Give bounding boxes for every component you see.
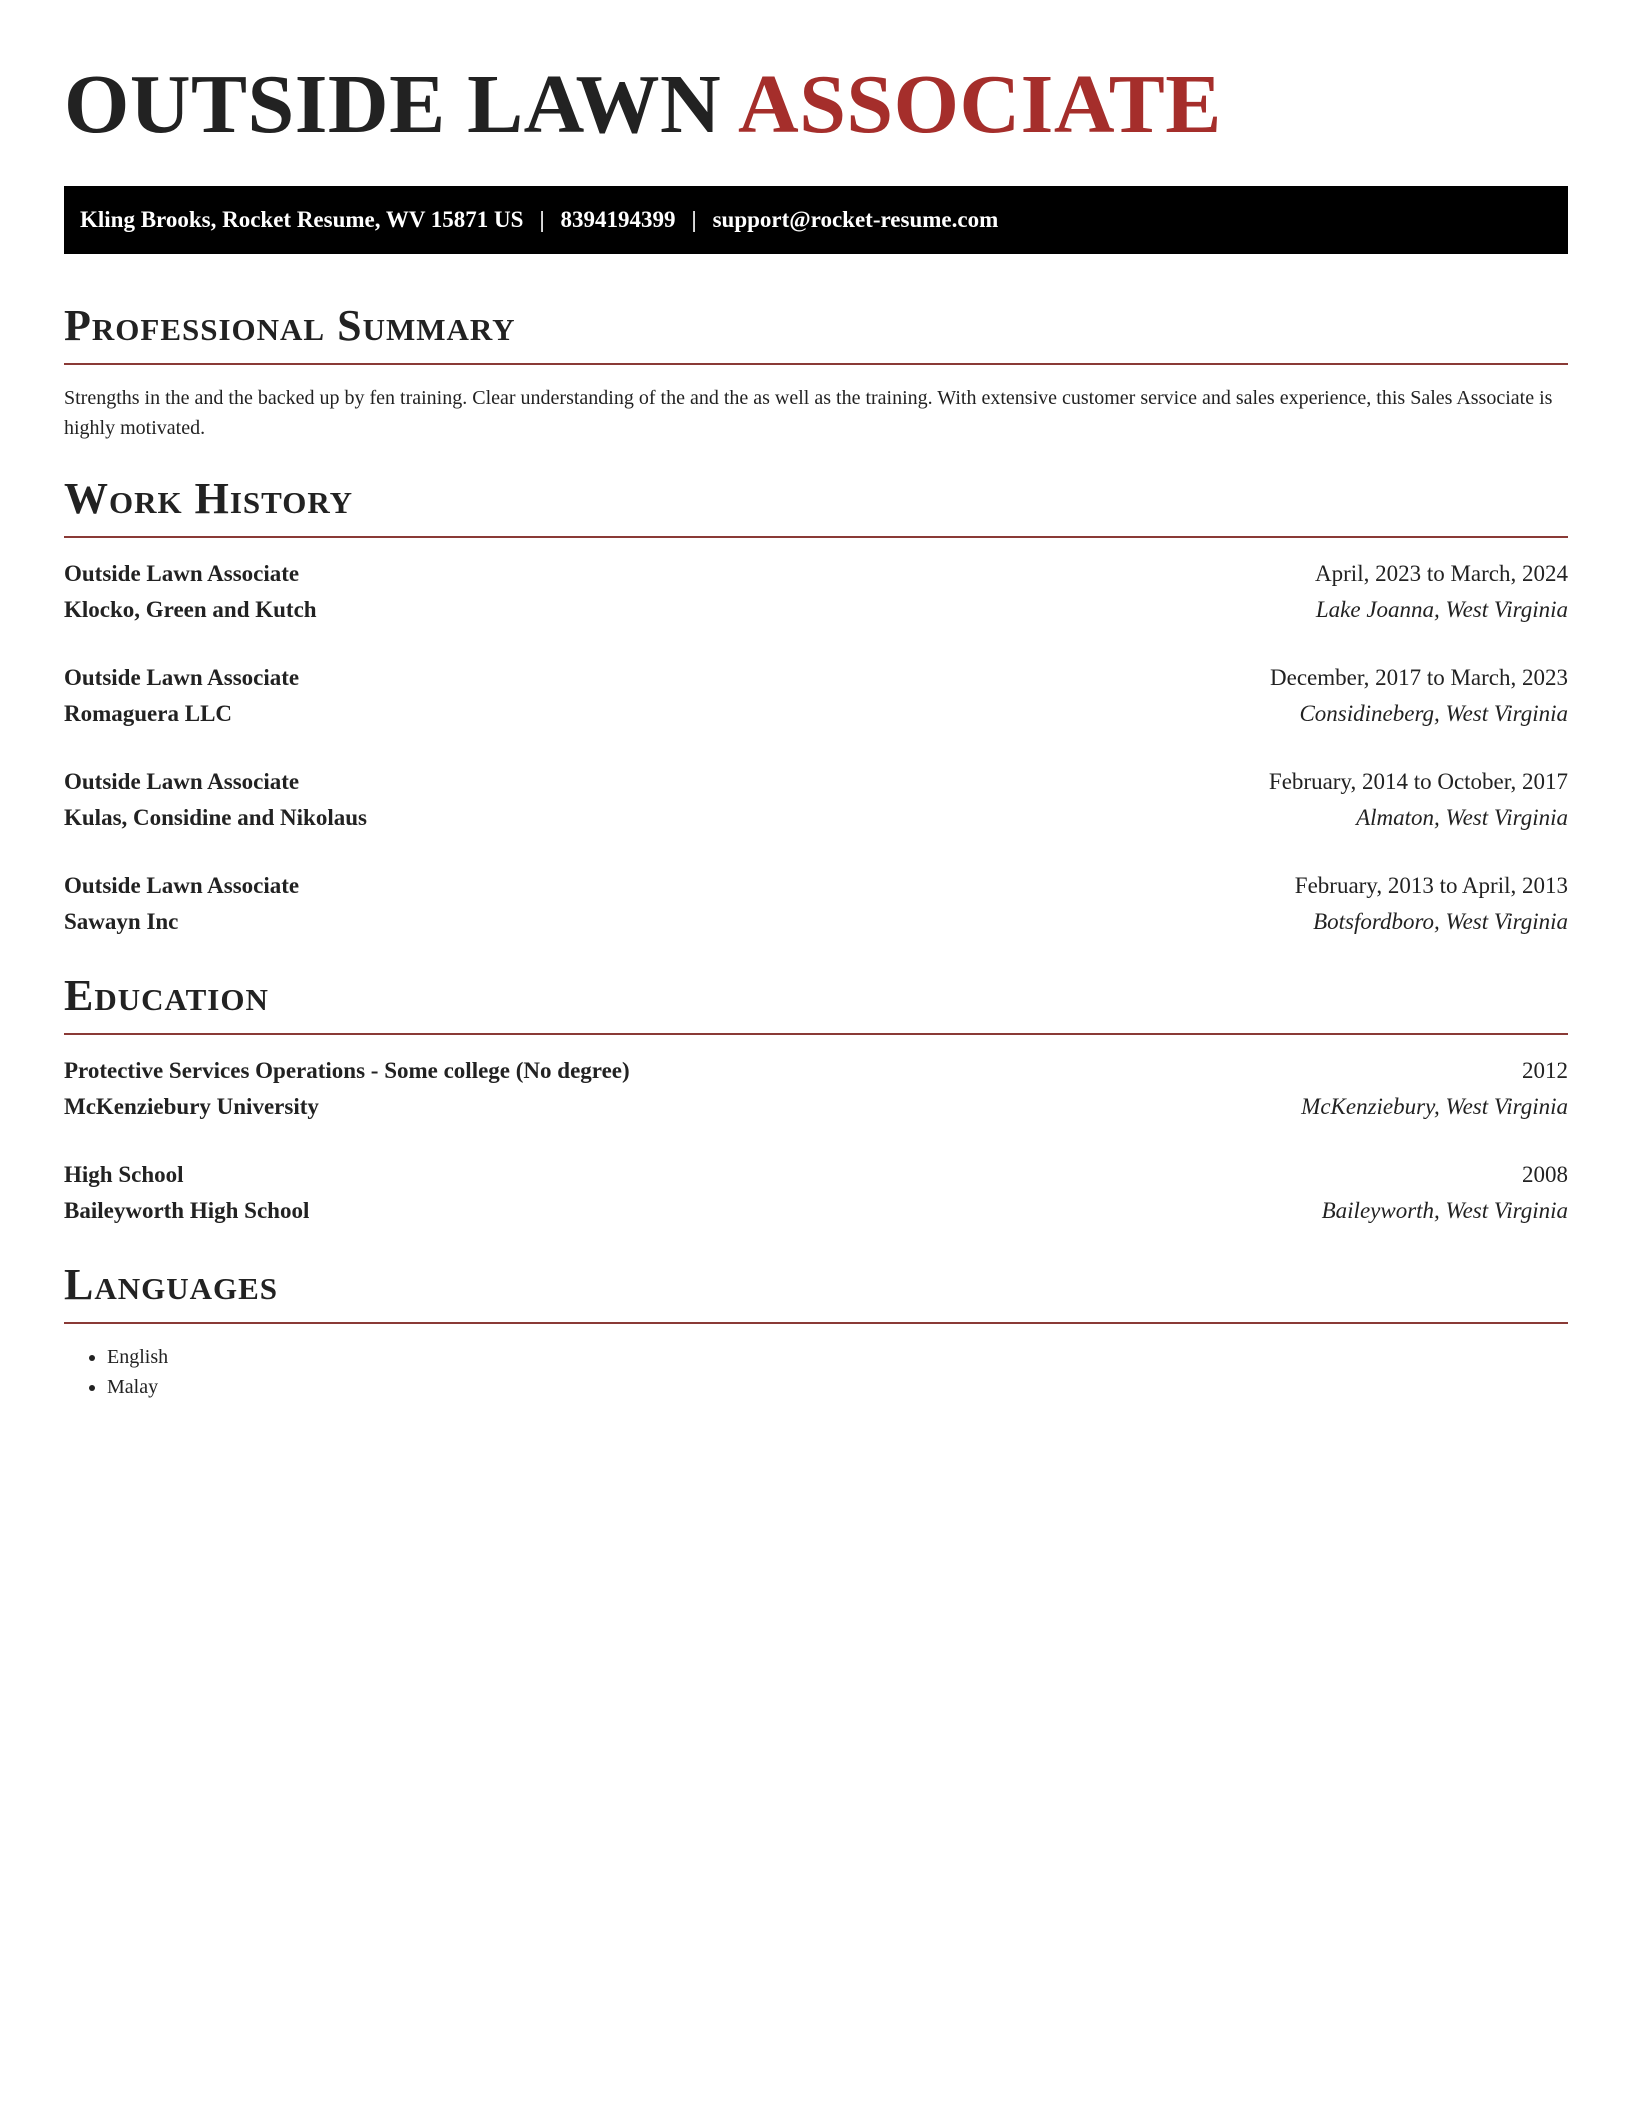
education-entry-row xyxy=(64,1089,1568,1125)
job-title: Outside Lawn Associate xyxy=(64,769,300,794)
education-location: McKenziebury, West Virginia xyxy=(1301,1094,1568,1119)
title-first: OUTSIDE LAWN xyxy=(64,58,722,151)
work-entry xyxy=(64,660,1568,732)
education-entry xyxy=(64,1053,1568,1125)
education-school: Baileyworth High School xyxy=(64,1198,310,1223)
education-degree: High School xyxy=(64,1162,184,1187)
contact-separator: | xyxy=(539,207,545,232)
education-year: 2012 xyxy=(1522,1058,1568,1083)
education-school: McKenziebury University xyxy=(64,1094,319,1119)
work-entry-row xyxy=(64,592,1568,628)
job-company: Klocko, Green and Kutch xyxy=(64,597,317,622)
education-section xyxy=(64,970,1568,1229)
section-divider xyxy=(64,1033,1568,1035)
education-entry-row xyxy=(64,1157,1568,1193)
work-entry-row xyxy=(64,868,1568,904)
work-history-section xyxy=(64,473,1568,940)
job-title: Outside Lawn Associate xyxy=(64,873,300,898)
education-entries xyxy=(64,1053,1568,1229)
contact-separator: | xyxy=(691,207,697,232)
education-degree: Protective Services Operations - Some college (No degree) xyxy=(64,1058,630,1083)
education-entry xyxy=(64,1157,1568,1229)
contact-email[interactable]: support@rocket-resume.com xyxy=(712,207,999,232)
contact-phone[interactable]: 8394194399 xyxy=(560,207,676,232)
education-location: Baileyworth, West Virginia xyxy=(1321,1198,1568,1223)
languages-section xyxy=(64,1259,1568,1402)
work-entry xyxy=(64,556,1568,628)
language-item: • English xyxy=(107,1342,1568,1372)
contact-bar xyxy=(64,186,1568,254)
work-entry-row xyxy=(64,904,1568,940)
work-entry-row xyxy=(64,764,1568,800)
resume-title xyxy=(64,50,1568,160)
job-location: Considineberg, West Virginia xyxy=(1299,701,1568,726)
work-entry xyxy=(64,868,1568,940)
language-item: • Malay xyxy=(107,1372,1568,1402)
job-location: Botsfordboro, West Virginia xyxy=(1313,909,1568,934)
work-history-heading: Work History xyxy=(64,474,354,523)
section-divider xyxy=(64,1322,1568,1324)
summary-heading: Professional Summary xyxy=(64,301,516,350)
section-divider xyxy=(64,536,1568,538)
work-entry-row xyxy=(64,696,1568,732)
job-dates: February, 2014 to October, 2017 xyxy=(1268,769,1568,794)
job-location: Almaton, West Virginia xyxy=(1356,805,1568,830)
summary-section xyxy=(64,300,1568,443)
work-entry-row xyxy=(64,800,1568,836)
title-accent: ASSOCIATE xyxy=(738,58,1222,151)
job-dates: April, 2023 to March, 2024 xyxy=(1315,561,1568,586)
section-divider xyxy=(64,363,1568,365)
education-entry-row xyxy=(64,1193,1568,1229)
job-title: Outside Lawn Associate xyxy=(64,665,300,690)
job-company: Romaguera LLC xyxy=(64,701,233,726)
education-heading: Education xyxy=(64,971,269,1020)
languages-heading: Languages xyxy=(64,1260,279,1309)
education-year: 2008 xyxy=(1522,1162,1568,1187)
contact-address: Kling Brooks, Rocket Resume, WV 15871 US xyxy=(80,207,524,232)
job-company: Sawayn Inc xyxy=(64,909,179,934)
job-dates: February, 2013 to April, 2013 xyxy=(1294,873,1568,898)
work-entry-row xyxy=(64,556,1568,592)
work-entry xyxy=(64,764,1568,836)
education-entry-row xyxy=(64,1053,1568,1089)
work-entry-row xyxy=(64,660,1568,696)
job-dates: December, 2017 to March, 2023 xyxy=(1270,665,1568,690)
languages-list xyxy=(64,1342,1568,1402)
job-title: Outside Lawn Associate xyxy=(64,561,300,586)
job-company: Kulas, Considine and Nikolaus xyxy=(64,805,367,830)
summary-text: Strengths in the and the backed up by fen training. Clear understanding of the and the as well as the training. With extensive customer service and sales experience, this Sales Associate is highly motivated. xyxy=(64,387,1553,439)
work-entries xyxy=(64,556,1568,940)
job-location: Lake Joanna, West Virginia xyxy=(1315,597,1568,622)
